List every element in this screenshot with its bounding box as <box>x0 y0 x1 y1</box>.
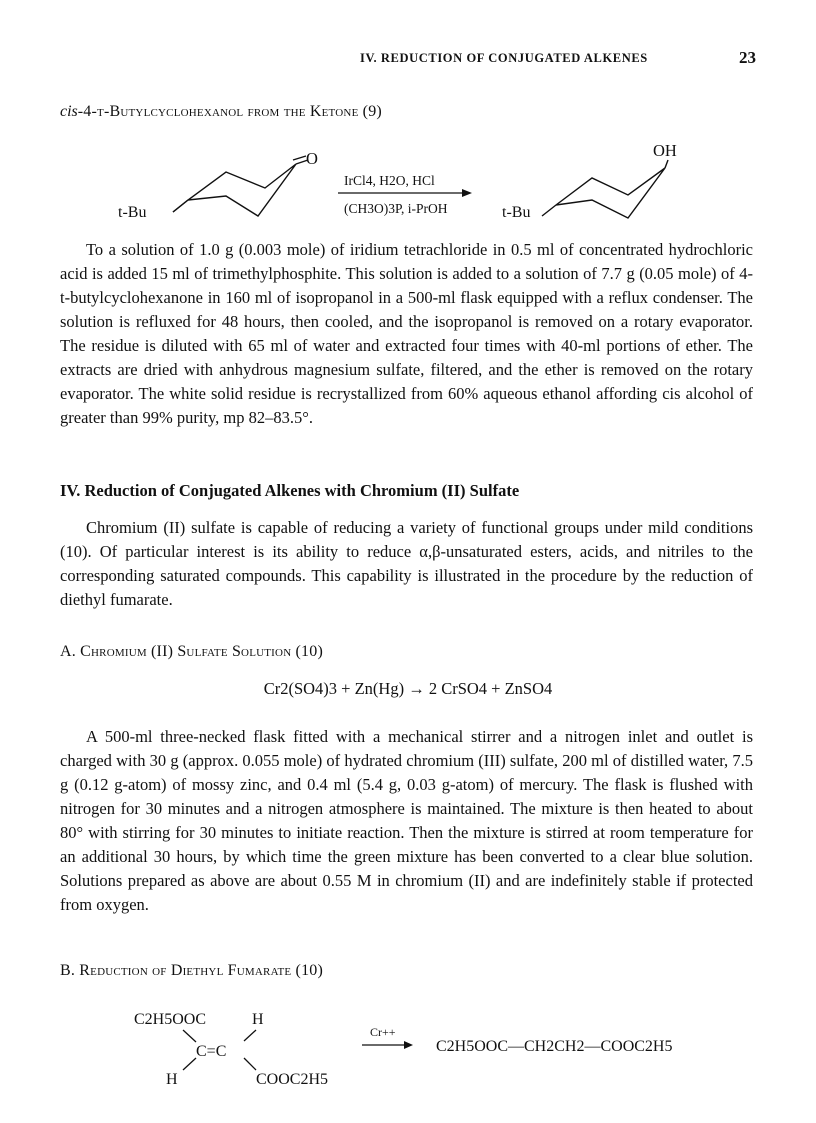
fumarate-h-bottom: H <box>166 1071 178 1088</box>
fumarate-bond-h-top <box>244 1030 256 1041</box>
chromium-reagent-label: Cr++ <box>370 1025 396 1039</box>
fumarate-ester-bottom: COOC2H5 <box>256 1071 329 1088</box>
fumarate-h-top: H <box>252 1011 264 1028</box>
subsection-heading-b: B. Reduction of Diethyl Fumarate (10) <box>60 962 324 979</box>
reaction-arrowhead-1 <box>462 189 472 197</box>
paragraph-iridium-procedure: To a solution of 1.0 g (0.003 mole) of iridium tetrachloride in 0.5 ml of concentrated hydrochloric acid is added 15 ml of trimethylphosphite. This solution is added to a solution of 7.7 g (0.05 mole) of 4-t-butylcyclohexanone in 160 ml of isopropanol in a 500-ml flask equipped with a reflux condenser. The solution is refluxed for 48 hours, then cooled, and the isopropanol is removed on a rotary evaporator. The residue is diluted with 65 ml of water and extracted four times with 40-ml portions of ether. The extracts are dried with anhydrous magnesium sulfate, filtered, and the ether is removed on the rotary evaporator. The white solid residue is recrystallized from 60% aqueous ethanol affording cis alcohol of greater than 99% purity, mp 82–83.5°. <box>60 240 753 427</box>
fumarate-bond-ester-bottom <box>244 1058 256 1070</box>
reagents-bottom-label: (CH3O)3P, i-PrOH <box>344 201 448 216</box>
heading-cis-rest: -4-t-Butylcyclohexanol from the Ketone (9) <box>77 103 382 120</box>
fumarate-ester-top: C2H5OOC <box>134 1011 207 1028</box>
alcohol-tbu-label: t-Bu <box>502 204 531 221</box>
section-heading-cis-alcohol <box>60 103 382 121</box>
ketone-tbu-label: t-Bu <box>118 204 147 221</box>
running-header <box>60 48 756 72</box>
ketone-tbu-bond <box>173 200 188 212</box>
ketone-co-bond-2 <box>293 156 306 160</box>
reagents-top-label: IrCl4, H2O, HCl <box>344 173 435 188</box>
succinate-product: C2H5OOC—CH2CH2—COOC2H5 <box>436 1038 673 1055</box>
fumarate-bonds <box>183 1030 256 1070</box>
header-title: IV. REDUCTION OF CONJUGATED ALKENES <box>360 51 648 65</box>
page-number: 23 <box>739 48 756 67</box>
paragraph-chromium-solution: A 500-ml three-necked flask fitted with a mechanical stirrer and a nitrogen inlet and outlet is charged with 30 g (approx. 0.055 mole) of hydrated chromium (III) sulfate, 200 ml of distilled water, 7.5 g (0.12 g-atom) of mossy zinc, and 0.4 ml (5.4 g, 0.03 g-atom) of mercury. The flask is flushed with nitrogen for 30 minutes and a nitrogen atmosphere is maintained. The mixture is then heated to about 80° with stirring for 30 minutes to initiate reaction. Then the mixture is stirred at room temperature for an additional 30 hours, by which time the green mixture has been converted to a clear blue solution. Solutions prepared as above are about 0.55 M in chromium (II) and are indefinitely stable if protected from oxygen. <box>60 727 753 914</box>
ketone-co-bond-1 <box>296 160 308 164</box>
paragraph-chromium-intro: Chromium (II) sulfate is capable of reducing a variety of functional groups under mild conditions (10). Of particular interest is its ability to reduce α,β-unsaturated esters, acids, and nitriles to the corresponding saturated compounds. This capability is illustrated in the procedure by the reduction of diethyl fumarate. <box>60 518 753 609</box>
fumarate-bond-h-bottom <box>183 1058 196 1070</box>
fumarate-double-bond: C=C <box>196 1043 227 1060</box>
alcohol-chair-ring <box>542 168 665 218</box>
alcohol-structure <box>542 160 668 218</box>
chromium-equation: Cr2(SO4)3 + Zn(Hg) → 2 CrSO4 + ZnSO4 <box>263 679 553 698</box>
fumarate-bond-ester-top <box>183 1030 196 1042</box>
ketone-structure <box>173 156 308 216</box>
heading-cis-prefix: cis <box>60 103 78 120</box>
alcohol-oh-bond <box>665 160 668 168</box>
reaction-arrowhead-2 <box>404 1041 413 1049</box>
subsection-heading-a: A. Chromium (II) Sulfate Solution (10) <box>60 643 323 660</box>
ketone-chair-ring <box>173 164 296 216</box>
section-heading-chromium: IV. Reduction of Conjugated Alkenes with Chromium (II) Sulfate <box>60 481 520 500</box>
alcohol-oh-label: OH <box>653 141 677 160</box>
ketone-oxygen-label: O <box>306 149 318 168</box>
